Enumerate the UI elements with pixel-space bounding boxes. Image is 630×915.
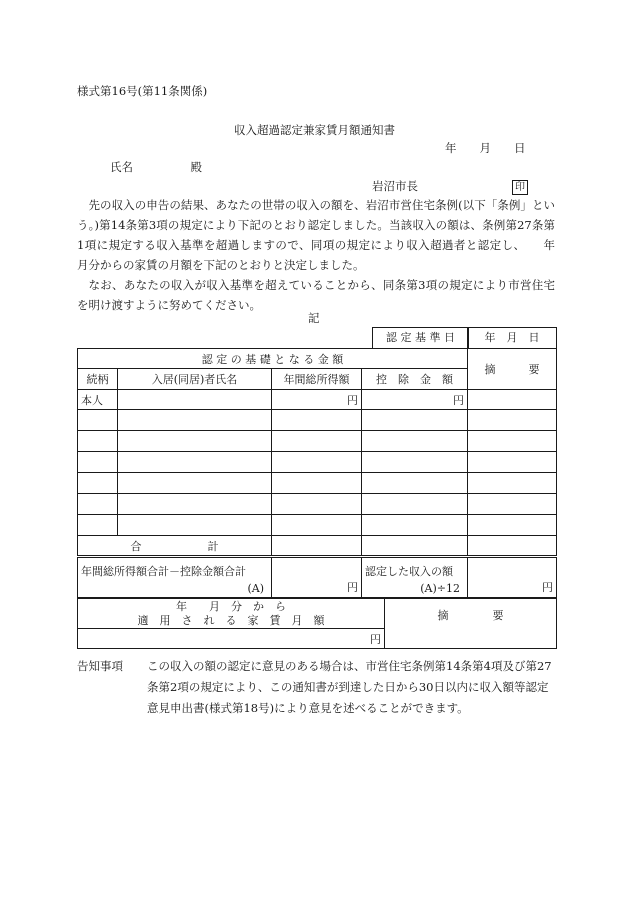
row-income: [272, 452, 362, 473]
rent-header-cell: [78, 599, 385, 629]
document-title: 収入超過認定兼家賃月額通知書: [234, 123, 395, 137]
notice-label: 告知事項: [77, 659, 123, 673]
income-basis-table: [77, 348, 557, 556]
row-zokugara: [78, 431, 118, 452]
nintei-cell: [362, 558, 468, 598]
body-paragraph-1: 先の収入の申告の結果、あなたの世帯の収入の額を、岩沼市営住宅条例(以下「条例」という。)第14条第3項の規定により下記のとおり認定しました。当該収入の額は、条例第27条第1項に規定する収入基準を超過しますので、同項の規定により収入超過者と認定し、 年 月分からの家賃の月額を下記のとおりと決定しました。: [77, 198, 578, 272]
row-deduction: [362, 515, 468, 536]
row-deduction: [362, 494, 468, 515]
form-number: 様式第16号(第11条関係): [77, 84, 208, 98]
row-income: [272, 431, 362, 452]
group-header: 認 定 の 基 礎 と な る 金 額: [78, 349, 468, 369]
formula-sub: (A): [247, 582, 264, 595]
ki-heading: 記: [308, 311, 320, 325]
total-tekiyo: [468, 536, 557, 556]
row-name: [118, 515, 272, 536]
row-tekiyo: [468, 410, 557, 431]
row-deduction: 円: [362, 390, 468, 410]
row-zokugara: [78, 515, 118, 536]
tekiyo-header: 摘 要: [468, 349, 557, 390]
seal-mark: 印: [512, 180, 528, 195]
row-zokugara: [78, 494, 118, 515]
notice-text: この収入の額の認定に意見のある場合は、市営住宅条例第14条第4項及び第27条第2項の規定により、この通知書が到達した日から30日以内に収入額等認定意見申出書(様式第18号)により意見を述べることができます。: [147, 659, 552, 715]
body-paragraph-2: なお、あなたの収入が収入基準を超えていることから、同条第3項の規定により市営住宅を明け渡すように努めてください。: [77, 278, 555, 312]
total-label: 合 計: [78, 536, 272, 556]
table-row: [78, 473, 557, 494]
table-row: [78, 452, 557, 473]
row-name: [118, 410, 272, 431]
nintei-sub: (A)÷12: [420, 582, 460, 595]
rent-tekiyo: 摘 要: [385, 599, 557, 649]
issuer: 岩沼市長: [372, 179, 418, 193]
row-tekiyo: [468, 515, 557, 536]
total-income: [272, 536, 362, 556]
row-name: [118, 452, 272, 473]
col-income: 年間総所得額: [272, 369, 362, 390]
row-tekiyo: [468, 452, 557, 473]
row-deduction: [362, 410, 468, 431]
row-deduction: [362, 431, 468, 452]
formula-label: 年間総所得額合計－控除金額合計: [81, 565, 246, 578]
formula-cell: [78, 558, 272, 598]
row-zokugara: 本人: [78, 390, 118, 410]
nintei-kijunbi-label: 認 定 基 準 日: [372, 327, 469, 348]
addressee: 氏名 殿: [110, 160, 202, 174]
total-row: [78, 536, 557, 556]
nintei-label: 認定した収入の額: [365, 565, 453, 578]
col-deduction: 控 除 金 額: [362, 369, 468, 390]
rent-header-line2: 適 用 さ れ る 家 賃 月 額: [137, 613, 325, 627]
row-income: [272, 515, 362, 536]
col-name: 入居(同居)者氏名: [118, 369, 272, 390]
table-row: [78, 515, 557, 536]
table-row: [78, 410, 557, 431]
total-deduction: [362, 536, 468, 556]
row-zokugara: [78, 473, 118, 494]
notice-section: [77, 656, 555, 719]
row-income: [272, 410, 362, 431]
row-tekiyo: [468, 390, 557, 410]
row-tekiyo: [468, 431, 557, 452]
table-row: [78, 494, 557, 515]
rent-header-line1: 年 月 分 か ら: [176, 599, 286, 613]
rent-table: [77, 598, 557, 649]
nintei-kijunbi-value: 年 月 日: [467, 327, 557, 348]
row-name: [118, 431, 272, 452]
row-deduction: [362, 452, 468, 473]
formula-yen: 円: [272, 558, 362, 598]
row-zokugara: [78, 410, 118, 431]
table-row: [78, 431, 557, 452]
col-zokugara: 続柄: [78, 369, 118, 390]
row-tekiyo: [468, 473, 557, 494]
row-zokugara: [78, 452, 118, 473]
row-name: [118, 390, 272, 410]
rent-yen: 円: [78, 629, 385, 649]
table-row: [78, 390, 557, 410]
row-deduction: [362, 473, 468, 494]
row-name: [118, 494, 272, 515]
row-income: 円: [272, 390, 362, 410]
row-name: [118, 473, 272, 494]
row-tekiyo: [468, 494, 557, 515]
row-income: [272, 473, 362, 494]
issue-date: 年 月 日: [445, 141, 526, 155]
income-calc-table: [77, 557, 557, 598]
nintei-yen: 円: [468, 558, 557, 598]
row-income: [272, 494, 362, 515]
